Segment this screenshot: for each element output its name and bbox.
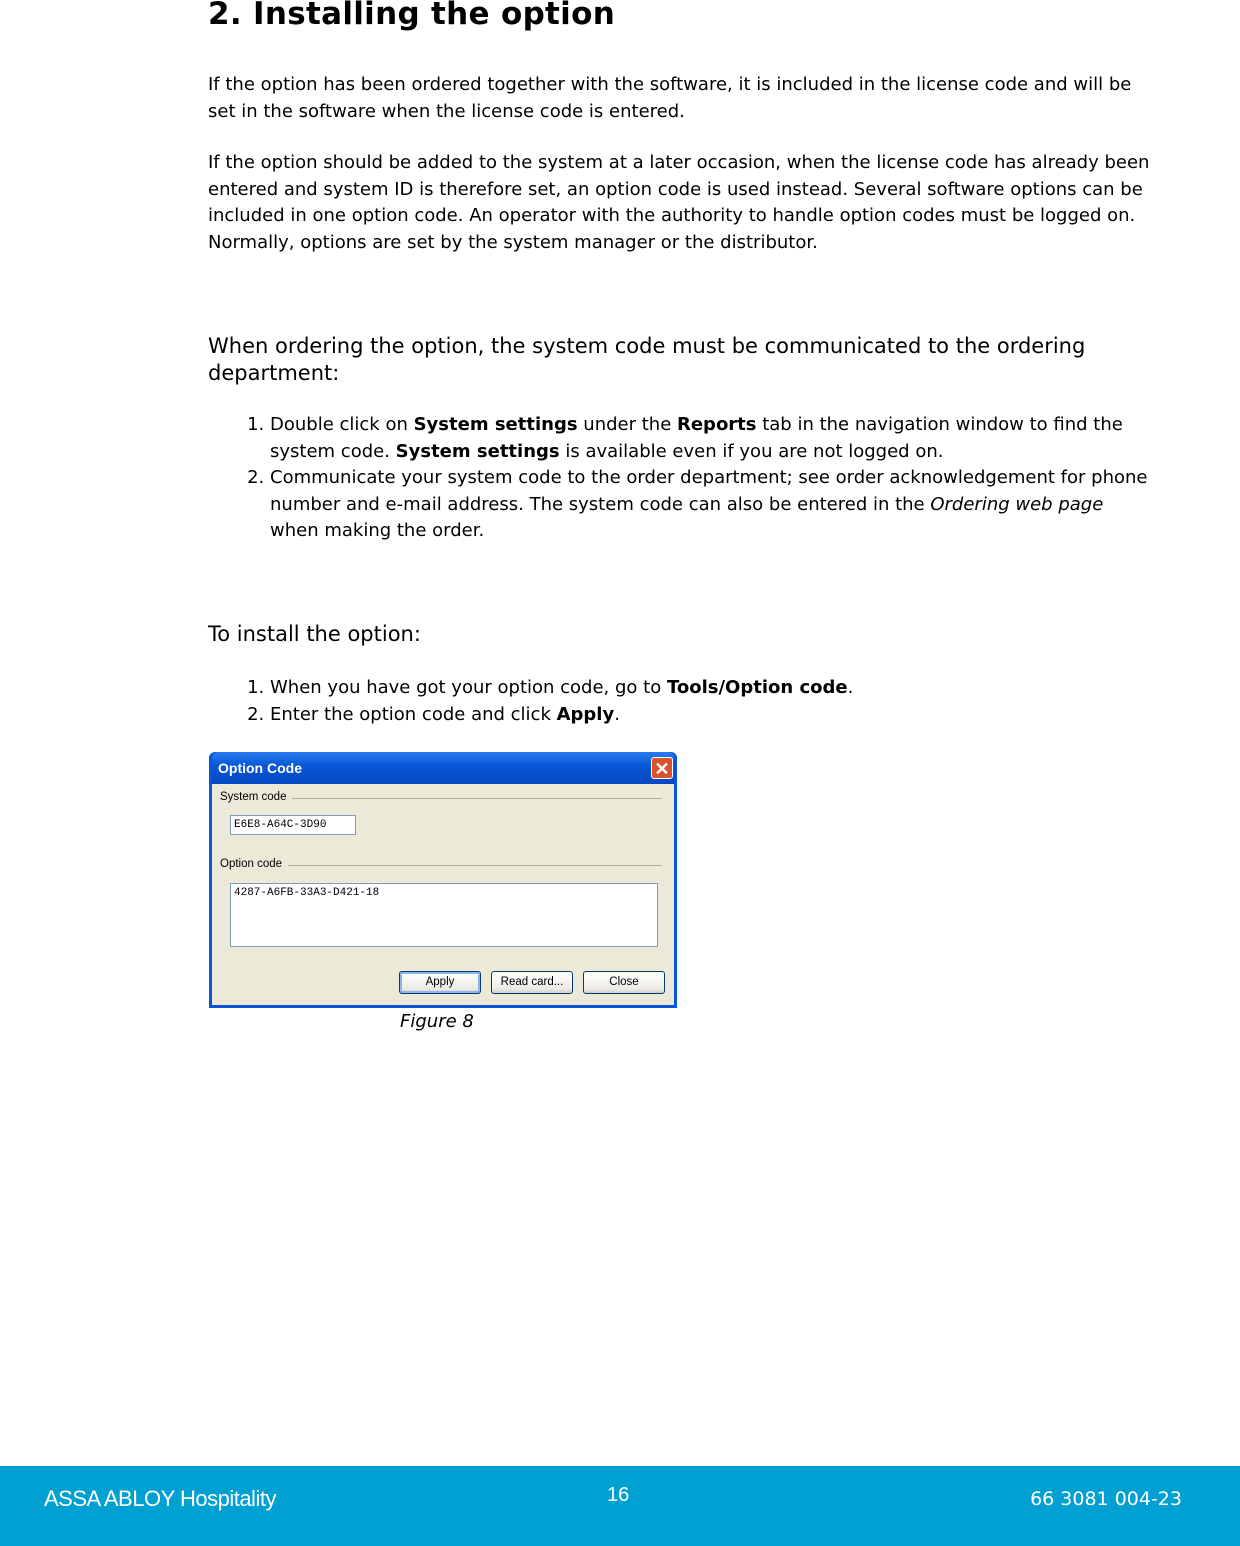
ordering-steps-list — [238, 412, 1150, 545]
option-code-label: Option code — [220, 858, 288, 870]
paragraph-license: If the option has been ordered together with the software, it is included in the license code and will be set in the software when the license code is entered. — [208, 74, 1132, 122]
ordering-step-2: 2. Communicate your system code to the order department; see order acknowledgement for phone number and e-mail address. The system code can also be entered in the Ordering web page when making the order. — [270, 465, 1150, 545]
install-step-1: 1. When you have got your option code, go to Tools/Option code. — [270, 675, 1150, 702]
page-footer — [0, 1466, 1240, 1546]
apply-button[interactable]: Apply — [399, 971, 481, 994]
install-step-2: 2. Enter the option code and click Apply. — [270, 702, 1150, 729]
system-code-label: System code — [220, 791, 292, 803]
read-card-button[interactable]: Read card... — [491, 971, 573, 994]
document-number: 66 3081 004-23 — [1030, 1488, 1182, 1510]
dialog-body — [212, 784, 674, 1005]
paragraph-ordering-intro: When ordering the option, the system code must be communicated to the ordering department: — [208, 334, 1086, 385]
option-code-dialog — [209, 752, 677, 1008]
figure-caption: Figure 8 — [400, 1011, 474, 1032]
option-code-input[interactable]: 4287-A6FB-33A3-D421-18 — [230, 883, 658, 947]
page-number: 16 — [607, 1484, 630, 1506]
ordering-step-1: 1. Double click on System settings under the Reports tab in the navigation window to find the system code. System settings is available even if you are not logged on. — [270, 412, 1150, 465]
close-button[interactable]: Close — [583, 971, 665, 994]
dialog-title: Option Code — [218, 760, 302, 776]
close-icon[interactable]: ✕ — [651, 757, 673, 779]
paragraph-install-intro: To install the option: — [208, 622, 421, 646]
install-steps-list — [238, 675, 1150, 728]
dialog-titlebar[interactable] — [212, 752, 674, 784]
footer-brand: ASSA ABLOY Hospitality — [44, 1486, 276, 1511]
paragraph-option-code: If the option should be added to the system at a later occasion, when the license code has already been entered and system ID is therefore set, an option code is used instead. Several software options can be included in one option code. An operator with the authority to handle option codes must be logged on. Normally, options are set by the system manager or the distributor. — [208, 152, 1150, 253]
system-code-field[interactable]: E6E8-A64C-3D90 — [230, 815, 356, 835]
section-heading: 2. Installing the option — [208, 0, 616, 32]
